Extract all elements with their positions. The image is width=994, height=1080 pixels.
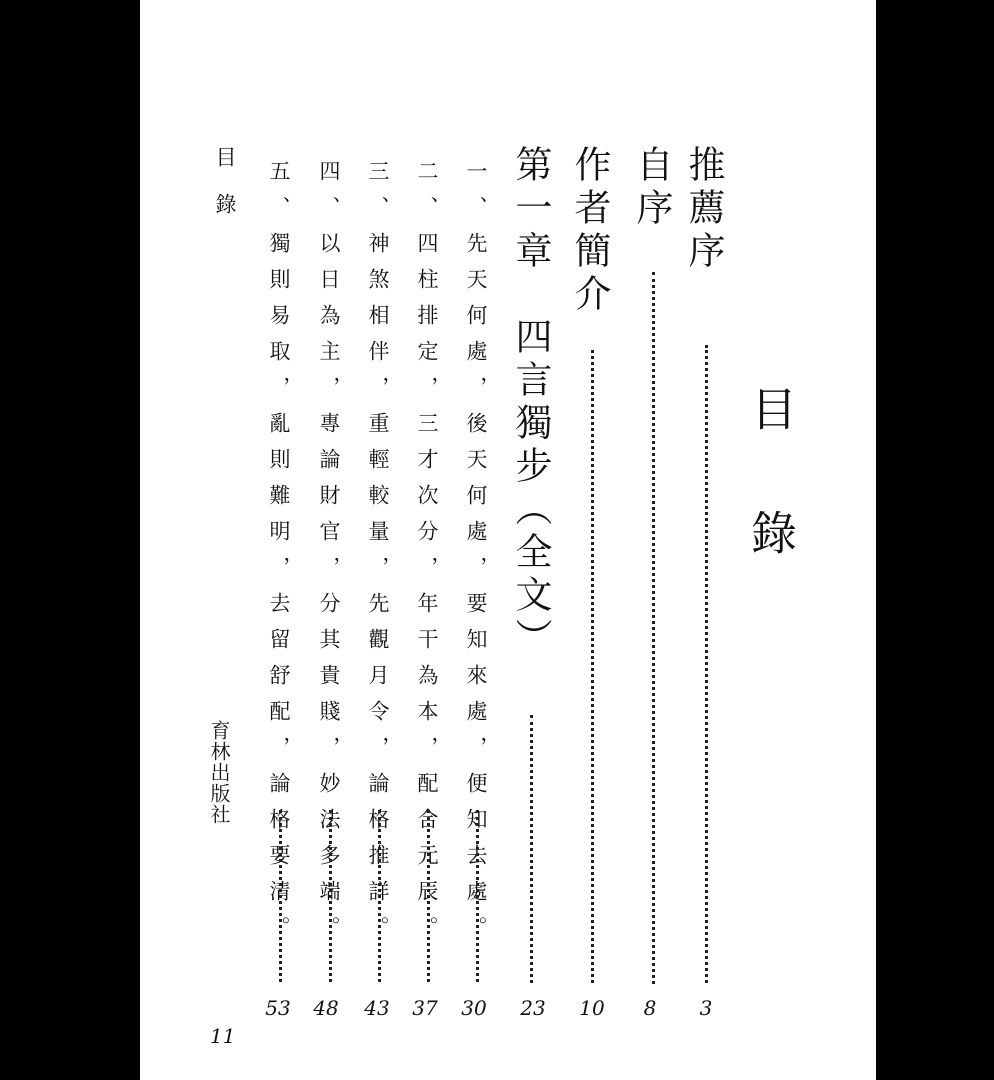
leader-dots bbox=[705, 345, 708, 983]
page-number: 37 bbox=[412, 996, 438, 1020]
toc-subentry-1[interactable]: 一、先天何處，後天何處，要知來處，便知去處。 bbox=[464, 160, 488, 952]
leader-dots bbox=[427, 810, 430, 982]
leader-dots bbox=[530, 715, 533, 983]
leader-dots bbox=[476, 810, 479, 982]
leader-dots bbox=[329, 810, 332, 982]
leader-dots bbox=[378, 810, 381, 982]
page-number: 10 bbox=[579, 996, 605, 1020]
toc-entry-foreword[interactable]: 推薦序 bbox=[682, 145, 725, 274]
leader-dots bbox=[652, 272, 655, 984]
page-number: 30 bbox=[461, 996, 487, 1020]
page-number: 48 bbox=[313, 996, 339, 1020]
toc-title: 目錄 bbox=[744, 385, 798, 633]
page-number: 23 bbox=[520, 996, 546, 1020]
toc-subentry-3[interactable]: 三、神煞相伴，重輕較量，先觀月令，論格推詳。 bbox=[366, 160, 390, 952]
leader-dots bbox=[279, 810, 282, 982]
toc-entry-author[interactable]: 作者簡介 bbox=[568, 145, 611, 317]
page-number: 8 bbox=[643, 996, 657, 1020]
page-number: 3 bbox=[699, 996, 713, 1020]
page-number: 43 bbox=[364, 996, 390, 1020]
toc-subentry-4[interactable]: 四、以日為主，專論財官，分其貴賤，妙法多端。 bbox=[317, 160, 341, 952]
toc-entry-preface[interactable]: 自序 bbox=[630, 145, 673, 231]
publisher-name: 育林出版社 bbox=[207, 720, 231, 825]
toc-entry-chapter-1[interactable]: 第一章 四言獨步（全文） bbox=[509, 145, 552, 661]
toc-subentry-5[interactable]: 五、獨則易取，亂則難明，去留舒配，論格要清。 bbox=[267, 160, 291, 952]
leader-dots bbox=[591, 350, 594, 983]
toc-subentry-2[interactable]: 二、四柱排定，三才次分，年干為本，配合元辰。 bbox=[415, 160, 439, 952]
running-header: 目錄 bbox=[213, 146, 237, 240]
page-number: 53 bbox=[265, 996, 291, 1020]
folio-page-number: 11 bbox=[210, 1024, 236, 1048]
